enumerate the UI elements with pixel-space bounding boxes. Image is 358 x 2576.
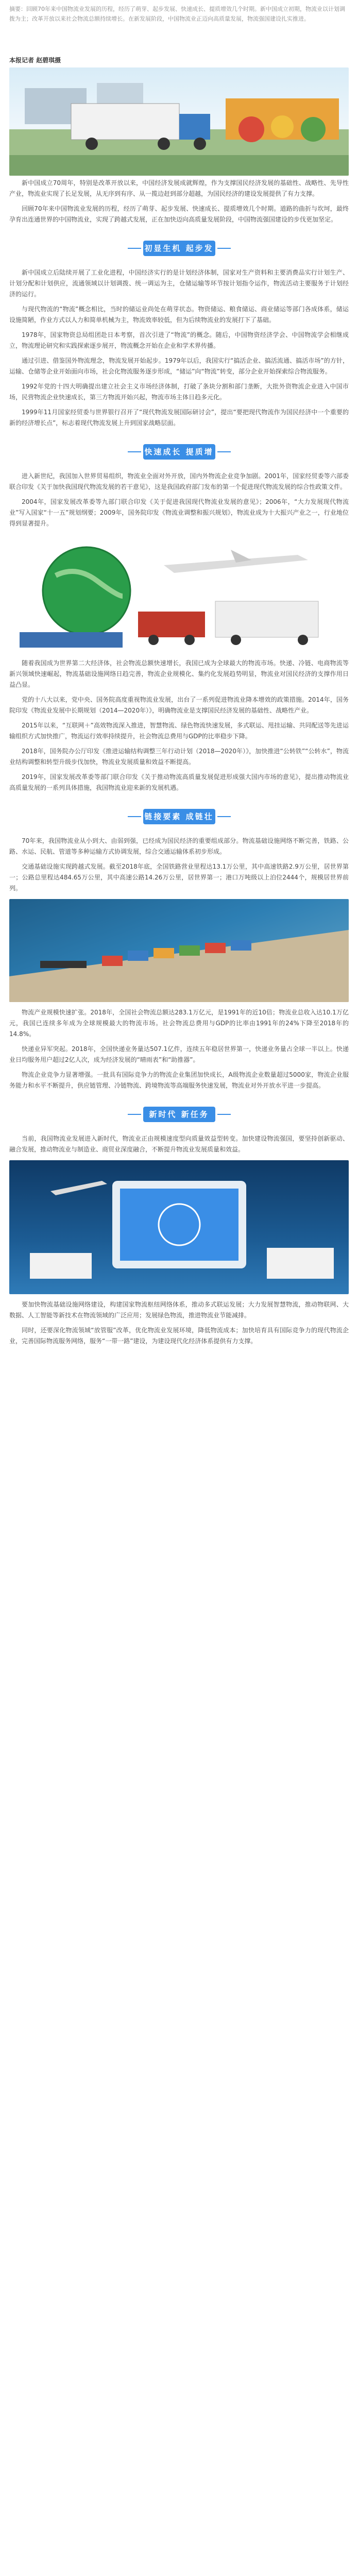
paragraph: 党的十八大以来，党中央、国务院高度重视物流业发展，出台了一系列促进物流业降本增效的政策措施。2014年，国务院印发《物流业发展中长期规划（2014—2020年）》，明确物流业是支撑国民经济发展的基础性、战略性产业。: [9, 696, 349, 714]
transport-globe-photo: [9, 534, 349, 653]
section-title: 初显生机 起步发展: [128, 239, 231, 258]
logistics-collage-photo: [9, 67, 349, 176]
port-illustration: [9, 899, 349, 1002]
section-title: 快速成长 提质增效: [128, 442, 231, 462]
paragraph: 2015年以来，“互联网＋”高效物流深入推进，智慧物流、绿色物流快速发展，多式联运、甩挂运输、共同配送等先进运输组织方式加快推广，物流运行效率持续提升，社会物流总费用与GDP的比率稳步下降。: [9, 722, 349, 740]
paragraph: 1978年，国家物资总局组团赴日本考察，首次引进了“物流”的概念。随后，中国物资经济学会、中国物流学会相继成立，物流理论研究和实践探索逐步展开，物流概念开始在企业和学术界传播。: [9, 331, 349, 349]
section-title: 新时代 新任务: [128, 1105, 231, 1124]
globe-transport-illustration: [9, 534, 349, 653]
paragraph: 2004年，国家发展改革委等九部门联合印发《关于促进我国现代物流业发展的意见》；2006年，“大力发展现代物流业”写入国家“十一五”规划纲要；2009年，国务院印发《物流业调整和振兴规划》，物流业成为十大振兴产业之一，行业地位得到显著提升。: [9, 498, 349, 527]
paragraph: 同时，还要深化物流领域“放管服”改革，优化物流业发展环境，降低物流成本；加快培育具有国际竞争力的现代物流企业，完善国际物流服务网络，服务“一带一路”建设，为建设现代化经济体系提供有力支撑。: [9, 1327, 349, 1345]
paragraph: 回顾70年来中国物流业发展的历程，经历了萌芽、起步发展、快速成长、提质增效几个时期。道路的曲折与坎坷，最终孕育出连通世界的中国物流业，实现了跨越式发展，正在加快迈向高质量发展阶段，中国物流强国建设的步伐更加坚定。: [9, 205, 349, 223]
paragraph: 与现代物流的“物流”概念相比，当时的储运业尚处在萌芽状态。物资储运、粮食储运、商业储运等部门各成体系，储运设施简陋，作业方式以人力和简单机械为主，物流效率较低，但为后续物流业的发展打下了基础。: [9, 306, 349, 324]
paragraph: 新中国成立后陆续开展了工业化进程，中国经济实行的是计划经济体制，国家对生产资料和主要消费品实行计划生产、计划分配和计划供应，流通领域以计划调拨、统一调运为主，仓储运输等环节按计划指令运作，物流活动主要服务于计划经济的运行。: [9, 269, 349, 298]
byline: 本报记者 赵碧琪摄: [9, 57, 61, 64]
smart-logistics-illustration: [9, 1160, 349, 1294]
paragraph: 当前，我国物流业发展进入新时代，物流业正由规模速度型向质量效益型转变。加快建设物流强国，要坚持创新驱动、融合发展，推动物流业与制造业、商贸业深度融合，不断提升物流业发展质量和效益。: [9, 1135, 349, 1153]
paragraph: 物流企业竞争力显著增强。一批具有国际竞争力的物流企业集团加快成长，A级物流企业数量超过5000家，物流企业服务能力和水平不断提升，供应链管理、冷链物流、跨境物流等高端服务快速发展，物流业对外开放水平进一步提高。: [9, 1071, 349, 1089]
smart-logistics-photo: [9, 1160, 349, 1294]
article-summary: 摘要：回顾70年来中国物流业发展的历程，经历了萌芽、起步发展、快速成长、提质增效几个时期。新中国成立初期，物流业以计划调拨为主；改革开放以来社会物流总额持续增长。在新发展阶段，中国物流业正迈向高质量发展，物流强国建设扎实推进。: [9, 6, 345, 22]
paragraph: 1999年11月国家经贸委与世界银行召开了“现代物流发展国际研讨会”，提出“要把现代物流作为国民经济中一个重要的新的经济增长点”，标志着现代物流发展上升到国家战略层面。: [9, 409, 349, 427]
paragraph: 通过引进、借鉴国外物流理念，物流发展开始起步。1979年以后，我国实行“搞活企业、搞活流通、搞活市场”的方针，运输、仓储等企业开始面向市场，社会化物流服务逐步形成，“储运”向“物流”转变，部分企业开始探索综合物流服务。: [9, 357, 349, 375]
section-title: 链接要素 成链壮大: [128, 807, 231, 826]
trucks-illustration: [9, 67, 349, 176]
paragraph: 物流产业规模快速扩张。2018年，全国社会物流总额达283.1万亿元，是1991年的近10倍；物流业总收入达10.1万亿元，我国已连续多年成为全球规模最大的物流市场。社会物流总费用与GDP的比率由1991年的24%下降至2018年的14.8%。: [9, 1009, 349, 1038]
paragraph: 2019年，国家发展改革委等部门联合印发《关于推动物流高质量发展促进形成强大国内市场的意见》，提出推动物流业高质量发展的一系列具体措施，我国物流业迎来新的发展机遇。: [9, 773, 349, 791]
paragraph: 新中国成立70周年，特别是改革开放以来，中国经济发展成就辉煌，作为支撑国民经济发展的基础性、战略性、先导性产业，物流业实现了长足发展，从无序到有序、从一揽边赶到部分超越，为国民经济的建设发展提供了有力支撑。: [9, 179, 349, 197]
container-port-photo: [9, 899, 349, 1002]
paragraph: 交通基础设施实现跨越式发展。截至2018年底，全国铁路营业里程达13.1万公里，其中高速铁路2.9万公里，居世界第一；公路总里程达484.65万公里，其中高速公路14.26万公里，居世界第一；港口万吨级以上泊位2444个，规模居世界前列。: [9, 863, 349, 892]
paragraph: 要加快物流基础设施网络建设，构建国家物流枢纽网络体系，推动多式联运发展；大力发展智慧物流，推动物联网、大数据、人工智能等新技术在物流领域的广泛应用；发展绿色物流，推进物流业节能减排。: [9, 1301, 349, 1319]
paragraph: 进入新世纪，我国加入世界贸易组织，物流业全面对外开放，国内外物流企业竞争加剧。2001年，国家经贸委等六部委联合印发《关于加快我国现代物流发展的若干意见》，这是我国政府部门发布的第一个促进现代物流发展的综合性政策文件。: [9, 472, 349, 490]
paragraph: 2018年，国务院办公厅印发《推进运输结构调整三年行动计划（2018—2020年）》，加快推进“公转铁”“公转水”，物流业结构调整和转型升级步伐加快，物流业发展质量和效益不断提高。: [9, 748, 349, 766]
paragraph: 快递业异军突起。2018年，全国快递业务量达507.1亿件，连续五年稳居世界第一，快递业务量占全球一半以上。快递业日均服务用户超过2亿人次，成为经济发展的“晴雨表”和“助推器”。: [9, 1045, 349, 1063]
paragraph: 1992年党的十四大明确提出建立社会主义市场经济体制，打破了条块分割和部门垄断，大批外资物流企业进入中国市场，民营物流企业快速成长，第三方物流开始兴起，物流市场主体日趋多元化。: [9, 383, 349, 401]
paragraph: 随着我国成为世界第二大经济体，社会物流总额快速增长，我国已成为全球最大的物流市场。快递、冷链、电商物流等新兴领域快速崛起，物流基础设施网络日趋完善，物流企业规模化、集约化发展趋势明显，物流业对国民经济的支撑作用日益凸显。: [9, 659, 349, 688]
paragraph: 70年来，我国物流业从小到大、由弱到强，已经成为国民经济的重要组成部分。物流基础设施网络不断完善，铁路、公路、水运、民航、管道等多种运输方式协调发展，综合交通运输体系初步形成。: [9, 837, 349, 855]
